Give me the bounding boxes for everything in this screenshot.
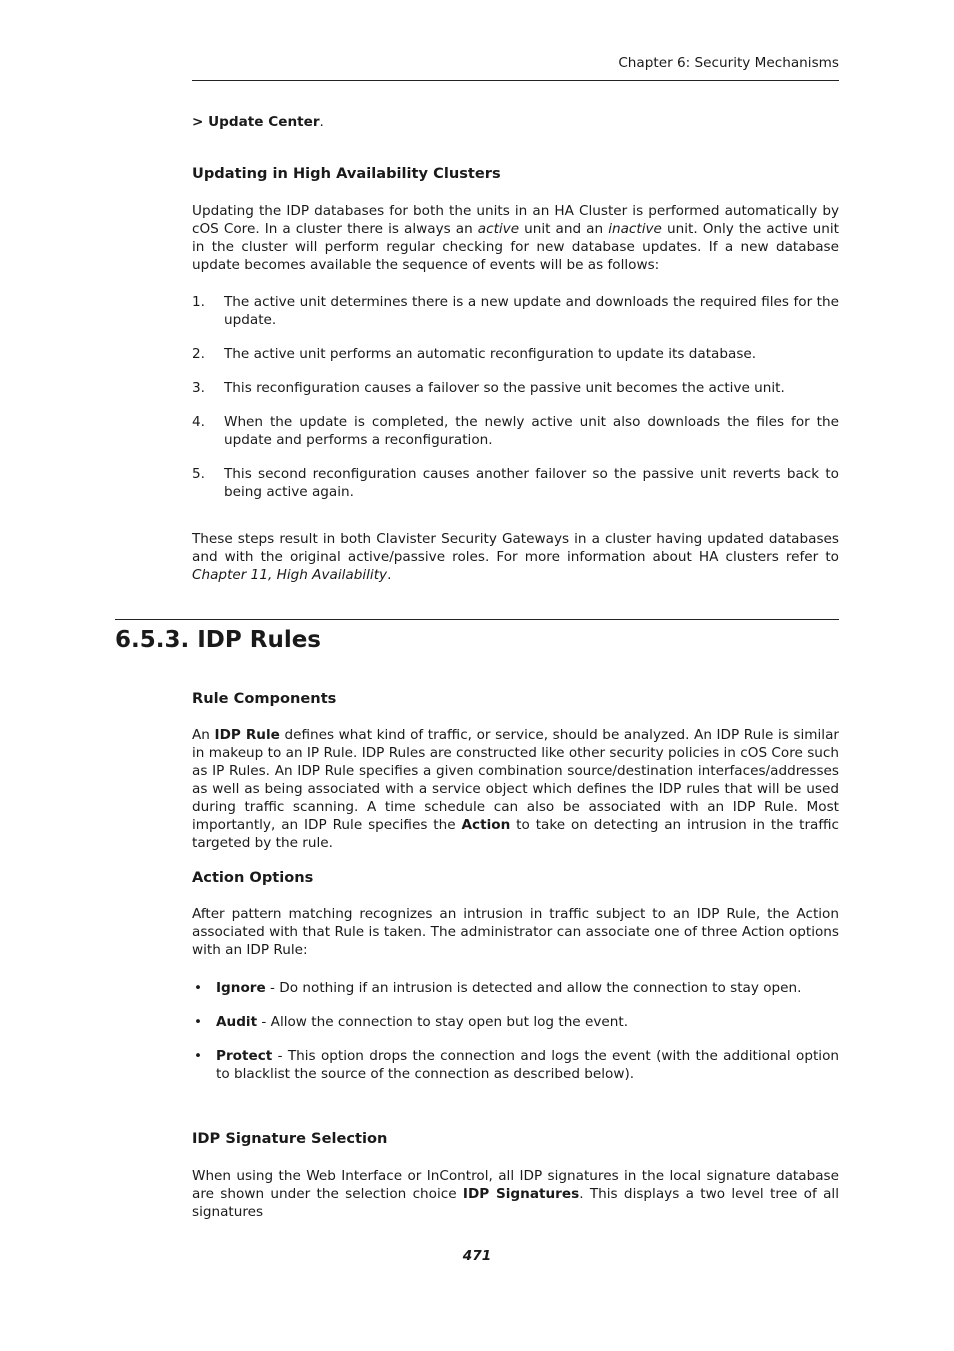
ha-p1-active: active — [477, 221, 520, 237]
bullet: • — [194, 1014, 203, 1030]
action-term: Protect — [216, 1048, 273, 1064]
rc-term-action: Action — [461, 817, 511, 833]
action-option-text — [216, 1013, 839, 1031]
running-header: Chapter 6: Security Mechanisms — [618, 55, 839, 71]
rule-components-paragraph — [192, 726, 839, 852]
ss-text-b: . This displays a two level tree of all signatures — [192, 1186, 839, 1220]
step-text: This second reconfiguration causes another failover so the passive unit reverts back to being active again. — [224, 466, 839, 500]
step-number: 3. — [192, 380, 205, 396]
action-option-text — [216, 1047, 839, 1083]
ha-paragraph-2 — [192, 530, 839, 584]
page-number: 471 — [462, 1248, 492, 1264]
action-options-heading: Action Options — [192, 869, 314, 886]
action-term: Audit — [216, 1014, 258, 1030]
step-text: When the update is completed, the newly active unit also downloads the files for the update and performs a reconfiguration. — [224, 414, 839, 448]
section-rule — [115, 619, 839, 620]
step-number: 5. — [192, 466, 205, 482]
menu-path-end: . — [319, 114, 324, 130]
ha-p2-text-a: These steps result in both Clavister Security Gateways in a cluster having updated databases and with the original active/passive roles. For more information about HA clusters refer to — [192, 531, 839, 565]
ss-text-a: When using the Web Interface or InControl, all IDP signatures in the local signature database are shown under the selection choice — [192, 1168, 839, 1202]
step-number: 4. — [192, 414, 205, 430]
ha-p2-text-b: . — [387, 567, 392, 583]
section-title: 6.5.3. IDP Rules — [115, 627, 322, 653]
ss-term-idp-signatures: IDP Signatures — [462, 1186, 580, 1202]
rule-components-heading: Rule Components — [192, 690, 337, 707]
signature-selection-paragraph — [192, 1167, 839, 1221]
action-options-intro: After pattern matching recognizes an intrusion in traffic subject to an IDP Rule, the Action associated with that Rule is taken. The administrator can associate one of three Action options with an IDP Rule: — [192, 906, 839, 958]
step-number: 2. — [192, 346, 205, 362]
action-option-text — [216, 979, 839, 997]
menu-path: > Update Center — [192, 114, 320, 130]
action-desc: - Do nothing if an intrusion is detected and allow the connection to stay open. — [265, 980, 802, 996]
signature-selection-heading: IDP Signature Selection — [192, 1130, 388, 1147]
ha-p1-text-c: unit. Only the active unit in the cluster will perform regular checking for new database updates. If a new database update becomes available the sequence of events will be as follows: — [192, 221, 839, 273]
action-desc: - This option drops the connection and logs the event (with the additional option to blacklist the source of the connection as described below). — [216, 1048, 839, 1082]
menu-path-line — [192, 113, 839, 131]
bullet: • — [194, 1048, 203, 1064]
ha-heading: Updating in High Availability Clusters — [192, 165, 501, 182]
step-text: The active unit determines there is a new update and downloads the required files for the update. — [224, 294, 839, 328]
bullet: • — [194, 980, 203, 996]
rc-term-idp-rule: IDP Rule — [214, 727, 280, 743]
action-term: Ignore — [216, 980, 266, 996]
rc-text-a: An — [192, 727, 215, 743]
action-desc: - Allow the connection to stay open but log the event. — [257, 1014, 629, 1030]
ha-paragraph-1 — [192, 202, 839, 274]
ha-p1-text-b: unit and an — [519, 221, 609, 237]
rc-text-b: defines what kind of traffic, or service, should be analyzed. An IDP Rule is similar in makeup to an IP Rule. IDP Rules are constructed like other security policies in cOS Core such as IP Rules. An IDP Rule specifies a given combination source/destination interfaces/addresses as well as being associated with a service object which defines the IDP rules that will be used during traffic scanning. A time schedule can also be associated with an IDP Rule. Most importantly, an IDP Rule specifies the — [192, 727, 839, 833]
step-text: The active unit performs an automatic reconfiguration to update its database. — [224, 346, 757, 362]
ha-p1-inactive: inactive — [608, 221, 662, 237]
chapter-reference: Chapter 11, High Availability — [192, 567, 388, 583]
step-text: This reconfiguration causes a failover so the passive unit becomes the active unit. — [224, 380, 785, 396]
rc-text-c: to take on detecting an intrusion in the traffic targeted by the rule. — [192, 817, 839, 851]
ha-p1-text-a: Updating the IDP databases for both the units in an HA Cluster is performed automatically by cOS Core. In a cluster there is always an — [192, 203, 839, 237]
step-number: 1. — [192, 294, 205, 310]
header-rule — [192, 80, 839, 81]
